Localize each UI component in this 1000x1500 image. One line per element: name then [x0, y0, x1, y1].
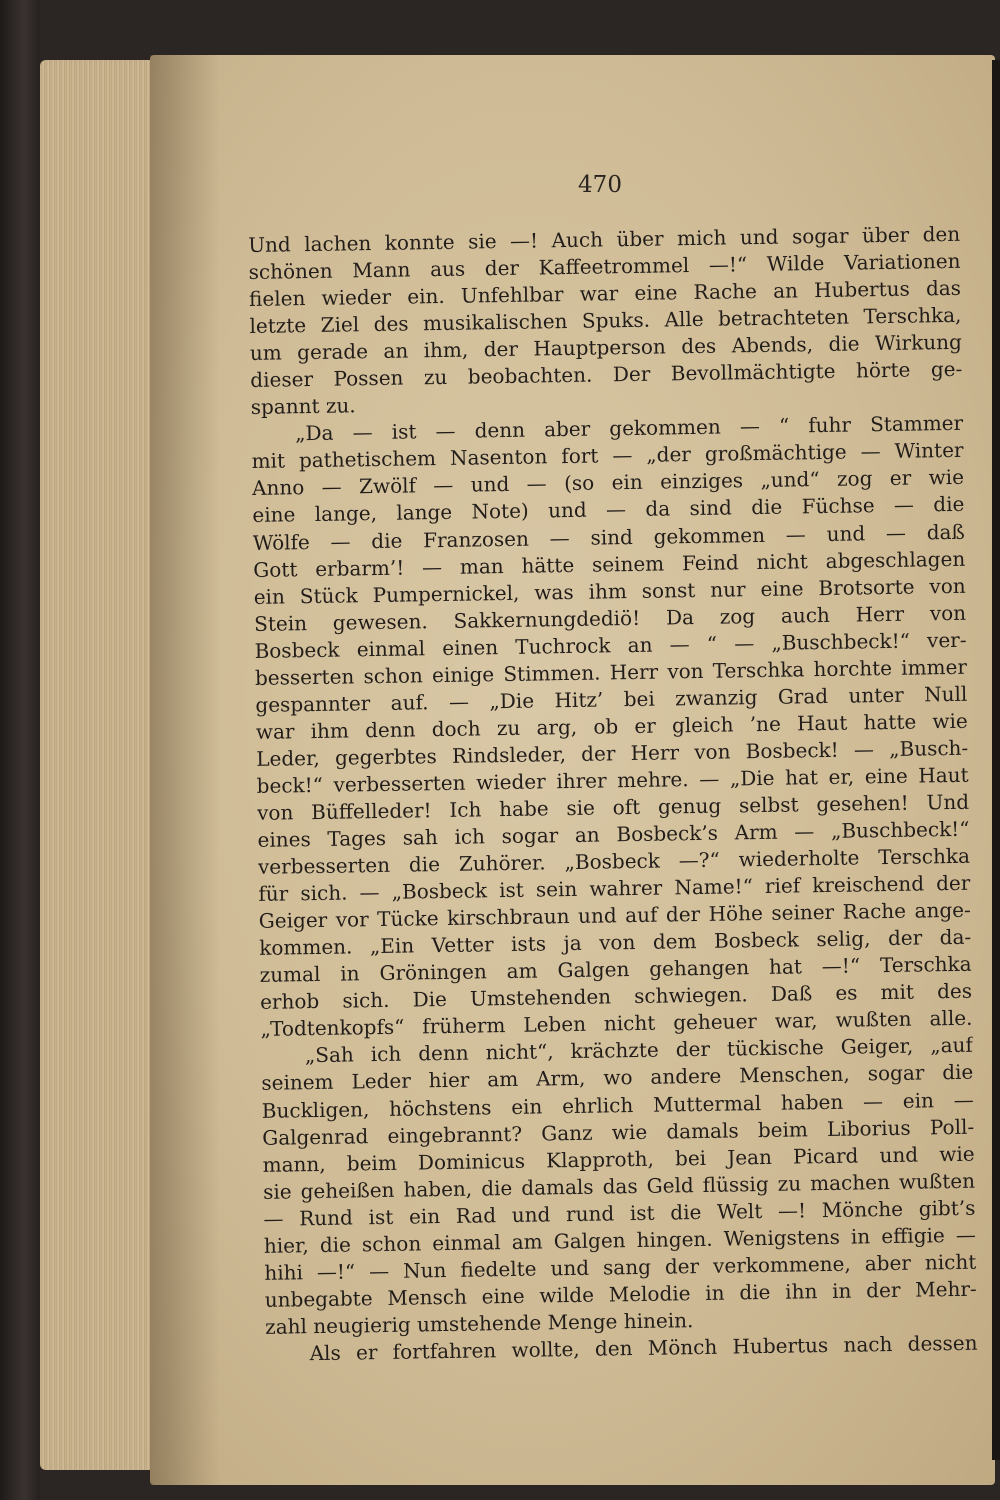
text-line: spannt zu.: [250, 393, 356, 420]
text-line: seinem Leder hier am Arm, wo andere Menschen, sogar die: [261, 1060, 974, 1096]
text-line: zahl neugierig umstehende Menge hinein.: [265, 1308, 694, 1339]
text-line: Gott erbarm’! — man hätte seinem Feind nicht abgeschlagen: [253, 546, 966, 582]
text-line: zumal in Gröningen am Galgen gehangen hat —!“ Terschka: [259, 951, 972, 988]
text-line: Wölfe — die Franzosen — sind gekommen — und — daß: [252, 519, 965, 555]
text-line: „Da — ist — denn aber gekommen — “ fuhr Stammer: [294, 411, 964, 446]
text-line: sie geheißen haben, die damals das Geld flüssig zu machen wußten: [262, 1168, 976, 1204]
text-line: schönen Mann aus der Kaffeetrommel —!“ Wilde Variationen: [248, 248, 961, 285]
text-line: „Sah ich denn nicht“, krächzte der tückische Geiger, „auf: [304, 1033, 974, 1068]
text-line: um gerade an ihm, der Hauptperson des Abends, die Wirkung: [249, 329, 963, 366]
text-line: Bosbeck einmal einen Tuchrock an — “ — „Buschbeck!“ ver-: [254, 627, 967, 663]
text-line: Anno — Zwölf — und — (so ein einziges „und“ zog er wie: [251, 465, 965, 501]
text-line: Buckligen, höchstens ein ehrlich Muttermal haben — ein —: [261, 1087, 974, 1123]
gutter-shadow: [150, 55, 220, 1485]
text-line: Stein gewesen. Sakkernungdediö! Da zog auch Herr von: [253, 600, 967, 636]
text-line: von Büffelleder! Ich habe sie oft genug selbst gesehen! Und: [256, 789, 970, 825]
text-line: kommen. „Ein Vetter ists ja von dem Bosbeck selig, der da-: [259, 924, 972, 961]
text-line: Als er fortfahren wollte, den Mönch Hubertus nach dessen: [309, 1330, 978, 1366]
text-line: für sich. — „Bosbeck ist sein wahrer Name!“ rief kreischend der: [258, 870, 971, 907]
text-line: verbesserten die Zuhörer. „Bosbeck —?“ wiederholte Terschka: [257, 843, 971, 879]
text-line: eines Tages sah ich sogar an Bosbeck’s Arm — „Buschbeck!“: [257, 816, 970, 852]
text-line: war ihm denn doch zu arg, ob er gleich ’ne Haut hatte wie: [255, 708, 968, 744]
text-line: Geiger vor Tücke kirschbraun und auf der Höhe seiner Rache ange-: [258, 897, 971, 934]
text-line: beck!“ verbesserten wieder ihrer mehre. — „Die hat er, eine Haut: [256, 762, 969, 798]
text-line: letzte Ziel des musikalischen Spuks. Alle betrachteten Terschka,: [249, 302, 962, 339]
page-number: 470: [578, 172, 622, 198]
text-line: unbegabte Mensch eine wilde Melodie in die ihn in der Mehr-: [264, 1276, 977, 1312]
text-line: dieser Possen zu beobachten. Der Bevollmächtigte hörte ge-: [250, 357, 963, 393]
body-text: [248, 221, 978, 1368]
text-line: Leder, gegerbtes Rindsleder, der Herr von Bosbeck! — „Busch-: [256, 735, 969, 771]
text-line: eine lange, lange Note) und — da sind die Füchse — die: [252, 492, 965, 528]
text-line: gespannter auf. — „Die Hitz’ bei zwanzig Grad unter Null: [255, 681, 968, 717]
text-line: hihi —!“ — Nun fiedelte und sang der verkommene, aber nicht: [264, 1249, 977, 1285]
text-line: mit pathetischem Nasenton fort — „der großmächtige — Winter: [251, 438, 964, 474]
text-line: fielen wieder ein. Unfehlbar war eine Rache an Hubertus das: [248, 275, 962, 312]
text-line: Galgenrad eingebrannt? Ganz wie damals beim Liborius Poll-: [262, 1114, 975, 1150]
text-line: hier, die schon einmal am Galgen hingen. Wenigstens in effigie —: [263, 1222, 977, 1258]
text-line: ein Stück Pumpernickel, was ihm sonst nur eine Brotsorte von: [253, 573, 966, 609]
text-line: — Rund ist ein Rad und rund ist die Welt —! Mönche gibt’s: [263, 1195, 976, 1231]
text-line: erhob sich. Die Umstehenden schwiegen. Daß es mit des: [259, 979, 973, 1015]
text-line: besserten schon einige Stimmen. Herr von Terschka horchte immer: [254, 654, 968, 690]
background-edge: [0, 0, 40, 1500]
text-line: mann, beim Dominicus Klapproth, bei Jean Picard und wie: [262, 1141, 975, 1177]
text-line: Und lachen konnte sie —! Auch über mich und sogar über den: [248, 221, 961, 257]
text-line: „Todtenkopfs“ früherm Leben nicht geheuer war, wußten alle.: [260, 1006, 973, 1042]
right-edge: [992, 60, 1000, 1460]
